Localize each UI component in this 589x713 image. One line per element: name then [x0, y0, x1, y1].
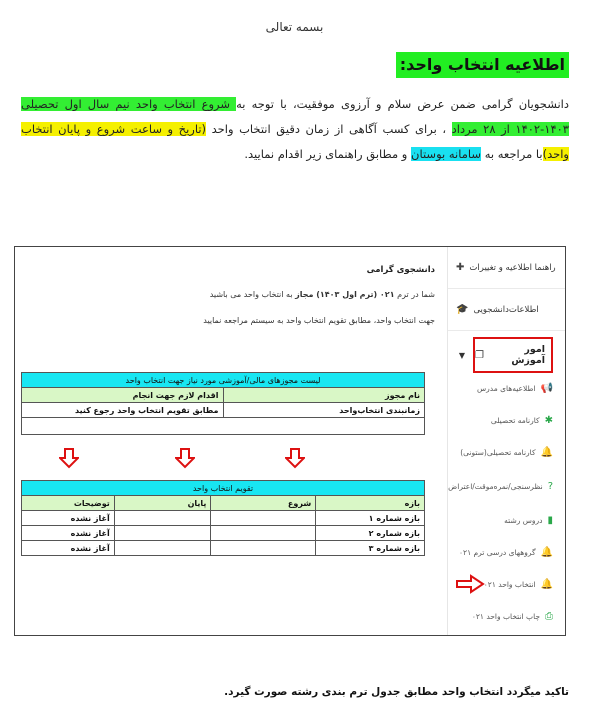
permits-table — [21, 372, 425, 435]
bookmark-icon: ▮ — [547, 514, 553, 526]
table-cell-end — [114, 511, 211, 526]
sidebar-item-courses[interactable] — [447, 507, 565, 533]
sidebar-item-teacher-notices[interactable] — [447, 375, 565, 401]
table-row — [22, 511, 425, 526]
bismillah-heading: بسمه تعالی — [265, 20, 324, 34]
sidebar-item-label: اطلاعات‌دانشجویی — [473, 304, 539, 315]
sidebar-item-transcript[interactable] — [447, 407, 565, 433]
status-text-a: شما در ترم — [394, 290, 435, 299]
sidebar-item-print-selection[interactable] — [447, 603, 565, 629]
footer-note: تاکید میگردد انتخاب واحد مطابق جدول ترم بندی رشته صورت گیرد. — [224, 686, 569, 698]
graduation-cap-icon: 🎓 — [456, 304, 469, 315]
star-icon: ✱ — [544, 414, 553, 426]
table-header: شروع — [211, 496, 316, 511]
sidebar-group-label: امور آموزش — [511, 344, 545, 366]
table-row — [22, 526, 425, 541]
table-header: بازه — [316, 496, 425, 511]
sidebar-item-label: دروس رشته — [504, 515, 543, 525]
puzzle-icon: ✚ — [456, 262, 465, 273]
table-cell: مطابق تقویم انتخاب واحد رجوع کنید — [22, 403, 224, 418]
question-icon: ? — [547, 480, 553, 492]
down-arrow-icon — [175, 447, 195, 469]
sidebar-item-label: کارنامه تحصیلی — [490, 415, 540, 425]
down-arrow-icon — [59, 447, 79, 469]
printer-icon: ⎙ — [545, 610, 553, 622]
sidebar-item-label: گروههای درسی ترم ۰۲۱ — [459, 547, 536, 557]
sidebar-item-student-info[interactable] — [448, 289, 565, 331]
chevron-down-icon[interactable]: ▼ — [458, 351, 465, 360]
table-cell: آغاز نشده — [22, 541, 115, 556]
sidebar-item-label: انتخاب واحد ۰۲۱ — [483, 579, 536, 589]
embedded-screenshot — [14, 246, 566, 636]
enrollment-status — [210, 290, 435, 299]
table-cell-empty — [22, 418, 425, 435]
megaphone-icon: 📢 — [540, 382, 553, 394]
table-header: نام مجوز — [223, 388, 425, 403]
intro-text-7: و مطابق راهنمای زیر اقدام نمایید. — [244, 147, 412, 161]
status-text-b: به انتخاب واحد می باشید — [209, 290, 296, 299]
intro-highlight-time: (تاریخ و ساعت شروع و پایان انتخاب واحد) — [21, 122, 569, 161]
table-row — [22, 541, 425, 556]
permits-table-caption: لیست مجوزهای مالی/آموزشی مورد نیاز جهت انتخاب واحد — [22, 373, 425, 388]
table-header: پایان — [114, 496, 211, 511]
table-header: توضیحات — [22, 496, 115, 511]
table-row — [22, 418, 425, 435]
copy-icon: ❐ — [475, 349, 484, 361]
intro-highlight-bustan: سامانه بوستان — [411, 147, 482, 161]
intro-paragraph — [21, 92, 569, 167]
table-cell: بازه شماره ۳ — [316, 541, 425, 556]
sidebar-item-course-groups[interactable] — [447, 539, 565, 565]
bell-icon: 🔔 — [540, 446, 553, 458]
red-arrow-icon — [455, 573, 485, 595]
sidebar-item-label: نظرسنجی/نمره‌موقت/اعتراض — [448, 481, 543, 491]
table-cell: بازه شماره ۲ — [316, 526, 425, 541]
table-cell-end — [114, 541, 211, 556]
greeting: دانشجوی گرامی — [366, 265, 435, 275]
calendar-table-caption: تقویم انتخاب واحد — [22, 481, 425, 496]
sidebar-item-label: چاپ انتخاب واحد ۰۲۱ — [471, 611, 540, 621]
table-cell-start — [211, 541, 316, 556]
table-cell-start — [211, 526, 316, 541]
sidebar-item-label: راهنما اطلاعیه و تغییرات — [469, 262, 556, 273]
intro-highlight-start-date: شروع انتخاب واحد نیم سال اول تحصیلی ۱۴۰۳-۱۴۰۲ از ۲۸ مرداد — [21, 97, 569, 136]
bell-icon: 🔔 — [540, 546, 553, 558]
sidebar-item-survey[interactable] — [447, 473, 565, 499]
selection-calendar-table — [21, 480, 425, 556]
sidebar-item-guide[interactable] — [448, 247, 565, 289]
sidebar-item-transcript-column[interactable] — [447, 439, 565, 465]
table-cell-start — [211, 511, 316, 526]
table-cell: زمانبندی انتخاب‌واحد — [223, 403, 425, 418]
table-header: اقدام لازم جهت انجام — [22, 388, 224, 403]
portal-sidebar — [447, 247, 565, 635]
table-cell: آغاز نشده — [22, 526, 115, 541]
sidebar-item-label: اطلاعیه‌های مدرس — [477, 383, 536, 393]
intro-text-5: با مراجعه به — [481, 147, 543, 161]
down-arrow-icon — [285, 447, 305, 469]
bell-icon: 🔔 — [540, 578, 553, 590]
sidebar-group-education[interactable] — [473, 337, 553, 373]
table-cell: آغاز نشده — [22, 511, 115, 526]
table-cell-end — [114, 526, 211, 541]
table-cell: بازه شماره ۱ — [316, 511, 425, 526]
intro-text-3: ، برای کسب آگاهی از زمان دقیق انتخاب واحد — [206, 122, 452, 136]
table-row — [22, 403, 425, 418]
enrollment-hint: جهت انتخاب واحد، مطابق تقویم انتخاب واحد به سیستم مراجعه نمایید — [203, 316, 435, 325]
intro-text-1: دانشجویان گرامی ضمن عرض سلام و آرزوی موفقیت، با توجه به — [236, 97, 569, 111]
portal-main — [15, 247, 445, 635]
sidebar-item-label: کارنامه تحصیلی(ستونی) — [460, 447, 536, 457]
status-term: ۰۲۱ (ترم اول ۱۴۰۳) مجاز — [295, 290, 395, 299]
announcement-title: اطلاعیه انتخاب واحد: — [396, 52, 569, 78]
